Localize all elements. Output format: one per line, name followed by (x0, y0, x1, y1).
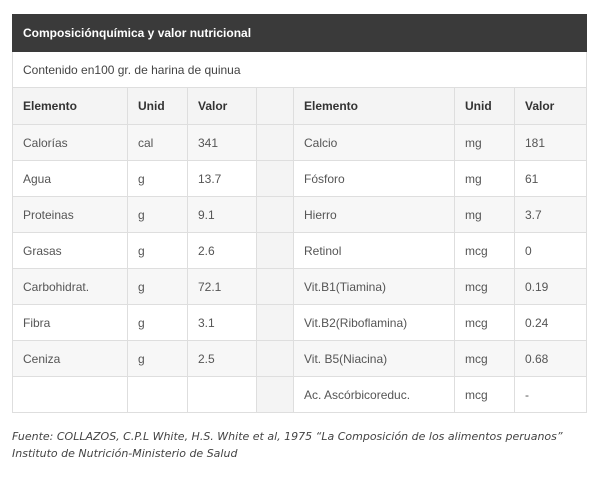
cell-valor: 0.24 (515, 305, 587, 341)
nutrition-table (12, 14, 587, 413)
cell-unid: mg (455, 125, 515, 161)
cell-valor: 0.68 (515, 341, 587, 377)
cell-unid: mcg (455, 377, 515, 413)
cell-elemento: Vit. B5(Niacina) (294, 341, 455, 377)
cell-unid: g (128, 341, 188, 377)
cell-unid: mcg (455, 269, 515, 305)
cell-unid: g (128, 305, 188, 341)
cell-unid (128, 377, 188, 413)
cell-unid: g (128, 197, 188, 233)
table-title: Composiciónquímica y valor nutricional (13, 15, 587, 52)
cell-unid: g (128, 161, 188, 197)
cell-elemento: Retinol (294, 233, 455, 269)
table-row (13, 377, 587, 413)
column-header-elemento: Elemento (294, 88, 455, 125)
column-spacer (257, 88, 294, 125)
column-spacer (257, 377, 294, 413)
cell-valor: 61 (515, 161, 587, 197)
column-spacer (257, 197, 294, 233)
cell-valor: 0.19 (515, 269, 587, 305)
cell-valor: 72.1 (188, 269, 257, 305)
cell-elemento: Fibra (13, 305, 128, 341)
cell-elemento: Vit.B1(Tiamina) (294, 269, 455, 305)
cell-valor: 3.7 (515, 197, 587, 233)
cell-valor: 13.7 (188, 161, 257, 197)
cell-unid: mcg (455, 233, 515, 269)
cell-elemento: Carbohidrat. (13, 269, 128, 305)
cell-unid: mcg (455, 341, 515, 377)
cell-unid: g (128, 269, 188, 305)
column-spacer (257, 269, 294, 305)
table-row (13, 161, 587, 197)
cell-unid: cal (128, 125, 188, 161)
cell-valor: 2.5 (188, 341, 257, 377)
cell-valor: 181 (515, 125, 587, 161)
cell-valor: 0 (515, 233, 587, 269)
column-header-unid: Unid (128, 88, 188, 125)
column-header-valor: Valor (188, 88, 257, 125)
cell-unid: mg (455, 197, 515, 233)
column-spacer (257, 125, 294, 161)
column-spacer (257, 161, 294, 197)
cell-elemento: Grasas (13, 233, 128, 269)
column-spacer (257, 305, 294, 341)
table-body (13, 125, 587, 413)
table-row (13, 305, 587, 341)
column-header-unid: Unid (455, 88, 515, 125)
cell-elemento (13, 377, 128, 413)
cell-elemento: Calcio (294, 125, 455, 161)
cell-elemento: Proteinas (13, 197, 128, 233)
column-header-elemento: Elemento (13, 88, 128, 125)
cell-valor: 341 (188, 125, 257, 161)
source-line: Instituto de Nutrición-Ministerio de Salud (12, 447, 238, 460)
cell-valor: 2.6 (188, 233, 257, 269)
column-header-row (13, 88, 587, 125)
cell-elemento: Calorías (13, 125, 128, 161)
cell-valor: - (515, 377, 587, 413)
cell-valor: 9.1 (188, 197, 257, 233)
cell-unid: g (128, 233, 188, 269)
cell-elemento: Hierro (294, 197, 455, 233)
table-row (13, 125, 587, 161)
table-subtitle: Contenido en100 gr. de harina de quinua (13, 52, 587, 88)
cell-elemento: Fósforo (294, 161, 455, 197)
cell-elemento: Ceniza (13, 341, 128, 377)
source-citation (12, 428, 588, 462)
source-line: Fuente: COLLAZOS, C.P.L White, H.S. White et al, 1975 “La Composición de los alimentos peruanos” (12, 430, 563, 443)
table-row (13, 233, 587, 269)
cell-valor: 3.1 (188, 305, 257, 341)
cell-elemento: Ac. Ascórbicoreduc. (294, 377, 455, 413)
column-spacer (257, 341, 294, 377)
cell-unid: mg (455, 161, 515, 197)
column-header-valor: Valor (515, 88, 587, 125)
cell-valor (188, 377, 257, 413)
table-row (13, 341, 587, 377)
cell-elemento: Agua (13, 161, 128, 197)
table-row (13, 269, 587, 305)
cell-elemento: Vit.B2(Riboflamina) (294, 305, 455, 341)
cell-unid: mcg (455, 305, 515, 341)
column-spacer (257, 233, 294, 269)
table-row (13, 197, 587, 233)
